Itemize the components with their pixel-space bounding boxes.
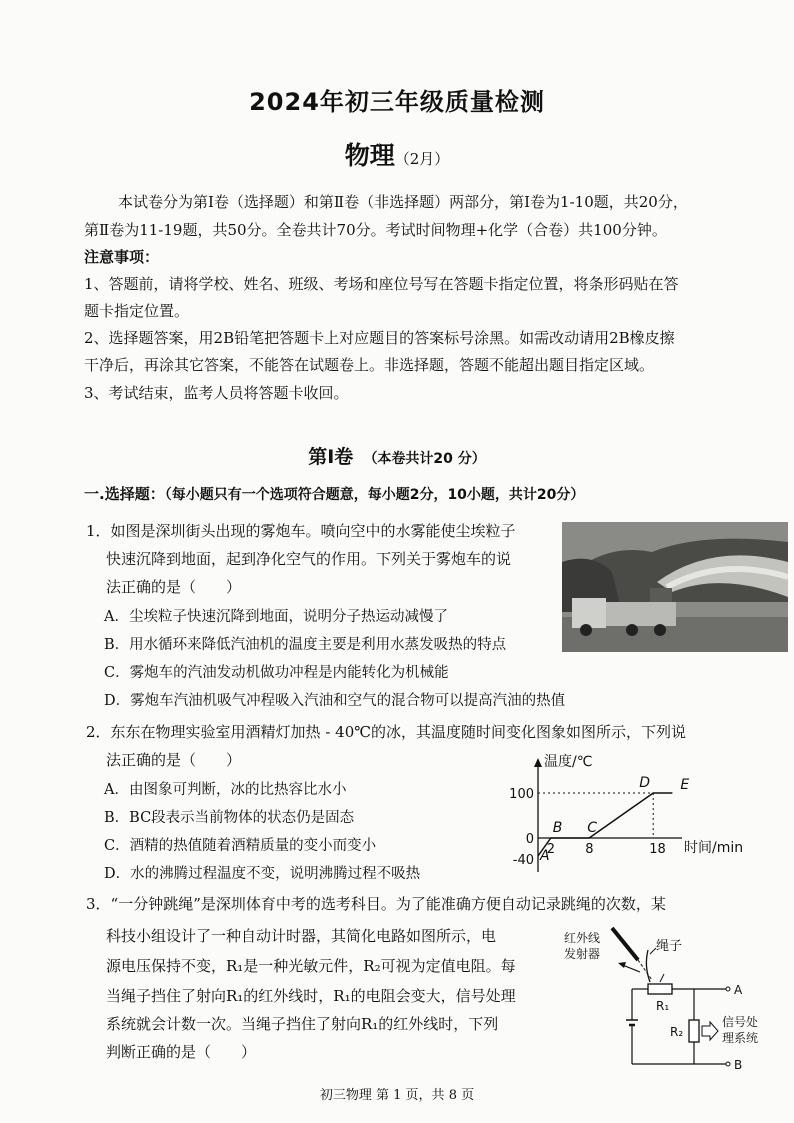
intro-line-2: 第Ⅱ卷为11-19题，共50分。全卷共计70分。考试时间物理+化学（合卷）共100分钟。 [84,221,667,239]
part-title: 一.选择题： [84,485,165,503]
x-tick-label: 8 [585,842,594,857]
x-axis-label: 时间/min [684,840,744,856]
q1-option-c: C．雾炮车的汽油发动机做功冲程是内能转化为机械能 [104,665,449,681]
y-axis-label: 温度/℃ [544,754,593,770]
signal-system-label-1: 信号处 [722,1015,759,1029]
q3-line-5: 系统就会计数一次。当绳子挡住了射向R₁的红外线时，下列 [106,1015,499,1033]
q2-option-b: B．BC段表示当前物体的状态仍是固态 [104,810,355,826]
y-tick-label: 0 [525,832,534,847]
q1-line-1: 1．如图是深圳街头出现的雾炮车。喷向空中的水雾能使尘埃粒子 [86,522,516,540]
q1-line-2: 快速沉降到地面，起到净化空气的作用。下列关于雾炮车的说 [106,550,512,568]
q3-line-2: 科技小组设计了一种自动计时器，其简化电路如图所示，电 [106,927,497,945]
counter-circuit-diagram [556,924,786,1074]
y-axis-arrow [534,758,542,767]
x-tick-label: 18 [649,842,666,857]
r2-label: R₂ [670,1025,684,1039]
terminal-b: B [734,1058,743,1072]
part-heading [84,480,584,509]
point-label-a: A [540,848,550,864]
q1-option-d: D．雾炮车汽油机吸气冲程吸入汽油和空气的混合物可以提高汽油的热值 [104,693,566,709]
note-1a: 1、答题前，请将学校、姓名、班级、考场和座位号写在答题卡指定位置，将条形码贴在答 [84,275,679,293]
q3-line-4: 当绳子挡住了射向R₁的红外线时，R₁的电阻会变大，信号处理 [106,987,516,1005]
q1-line-3: 法正确的是（ ） [106,578,242,596]
q2-option-d: D．水的沸腾过程温度不变，说明沸腾过程不吸热 [104,866,421,882]
section-name: 第Ⅰ卷 [308,446,354,468]
section-title [0,442,794,469]
point-label-e: E [680,777,690,793]
infrared-beam [638,960,652,980]
section-note: （本卷共计20 分） [363,451,486,467]
r1-resistor-icon [648,984,672,994]
exam-title: 2024年初三年级质量检测 [249,88,545,116]
q1-option-a: A．尘埃粒子快速沉降到地面，说明分子热运动减慢了 [104,609,448,625]
part-desc: （每小题只有一个选项符合题意，每小题2分，10小题，共计20分） [164,487,585,503]
note-1b: 题卡指定位置。 [84,302,190,320]
intro-line-1: 本试卷分为第Ⅰ卷（选择题）和第Ⅱ卷（非选择题）两部分，第Ⅰ卷为1-10题，共20分， [118,193,688,211]
point-label-c: C [587,820,597,836]
q2-line-1: 2．东东在物理实验室用酒精灯加热 - 40℃的冰，其温度随时间变化图象如图所示，下列说 [86,723,687,741]
q3-line-3: 源电压保持不变，R₁是一种光敏元件，R₂可视为定值电阻。每 [106,957,516,975]
temperature-time-graph [496,748,786,880]
signal-arrow-icon [702,1022,718,1040]
exam-subtitle [0,136,794,172]
q2-option-a: A．由图象可判断，冰的比热容比水小 [104,782,347,798]
emitter-label-1: 红外线 [564,931,601,945]
q2-line-2: 法正确的是（ ） [106,751,242,769]
emitter-label-2: 发射器 [564,947,601,961]
note-3: 3、考试结束，监考人员将答题卡收回。 [84,384,349,402]
signal-system-label-2: 理系统 [722,1031,759,1045]
infrared-emitter-icon [612,928,638,960]
q3-line-6: 判断正确的是（ ） [106,1043,257,1061]
rope-label: 绳子 [656,939,683,954]
x-tick-label: 2 [546,842,556,857]
terminal-a: A [734,983,743,997]
y-tick-label: -40 [512,853,534,868]
page-footer: 初三物理 第 1 页，共 8 页 [319,1088,475,1103]
r2-resistor-icon [689,1020,699,1042]
note-2a: 2、选择题答案，用2B铅笔把答题卡上对应题目的答案标号涂黑。如需改动请用2B橡皮擦 [84,329,675,347]
q3-line-1: 3．“一分钟跳绳”是深圳体育中考的选考科目。为了能准确方便自动记录跳绳的次数，某 [86,895,666,913]
q2-option-c: C．酒精的热值随着酒精质量的变小而变小 [104,838,377,854]
notes-heading: 注意事项： [84,248,160,266]
point-label-b: B [552,820,563,836]
point-label-d: D [639,775,650,791]
y-tick-label: 100 [509,787,534,802]
subject-name: 物理 [344,141,395,170]
fog-cannon-truck-photo [562,522,788,652]
q1-option-b: B．用水循环来降低汽油机的温度主要是利用水蒸发吸热的特点 [104,637,507,653]
exam-month: （2月） [394,150,450,168]
r1-label: R₁ [656,999,670,1013]
note-2b: 干净后，再涂其它答案，不能答在试题卷上。非选择题，答题不能超出题目指定区域。 [84,356,655,374]
